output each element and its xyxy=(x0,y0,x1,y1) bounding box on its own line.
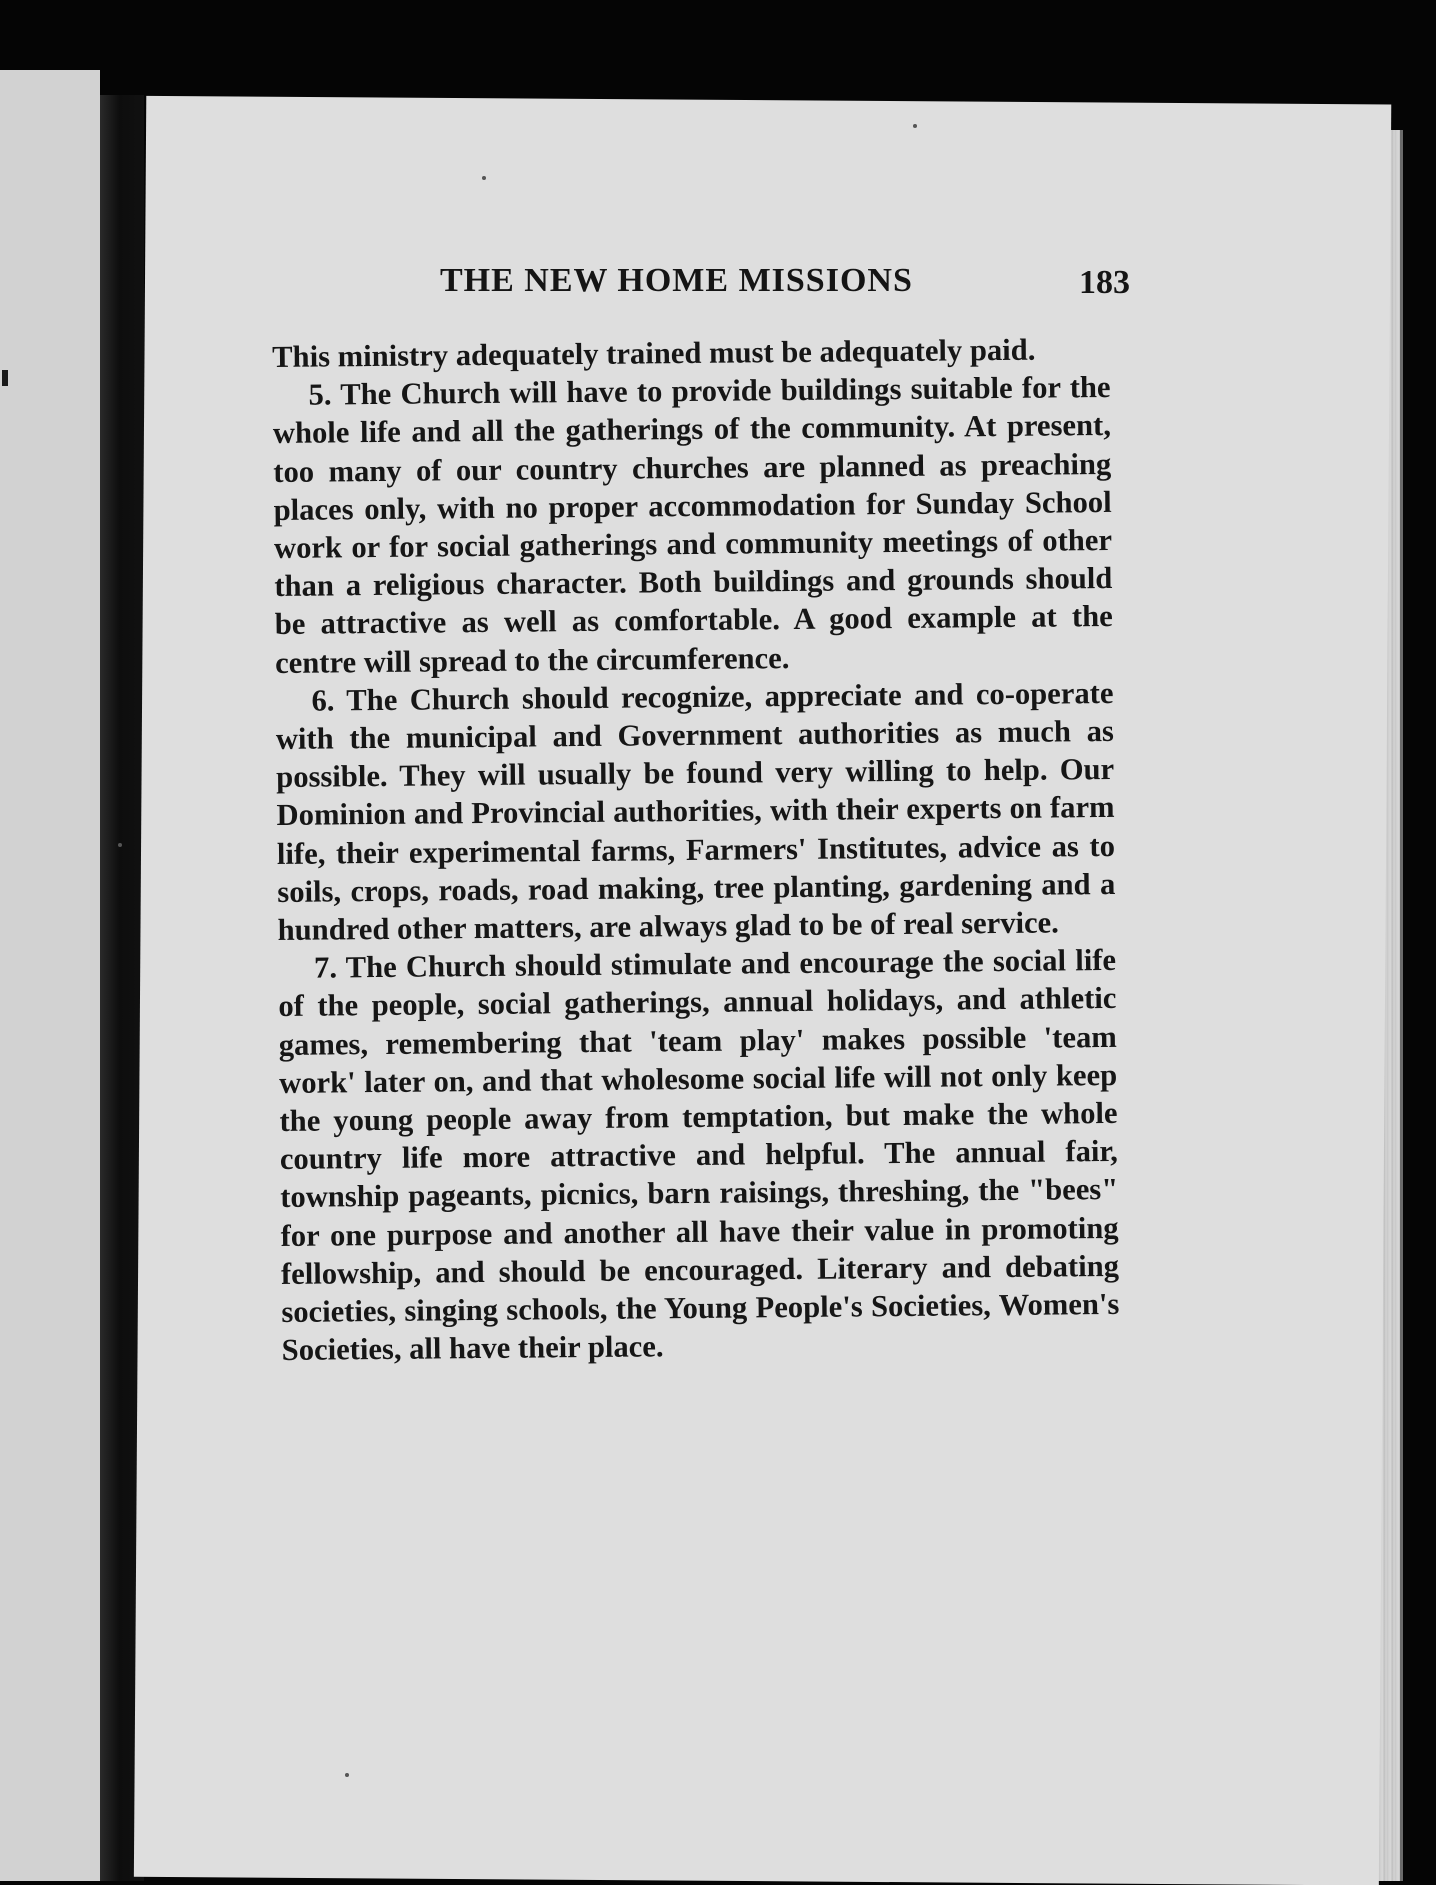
facing-page-edge xyxy=(0,70,100,1881)
paper-speck xyxy=(913,124,917,128)
page-header xyxy=(440,262,1130,312)
paragraph-continued: This ministry adequately trained must be adequately paid. xyxy=(272,332,1036,374)
paper-speck xyxy=(345,1773,349,1777)
paragraph-7: 7. The Church should stimulate and encourage the social life of the people, social gatherings, annual holidays, and athletic games, remembering that 'team play' makes possible 'team work' later on, and that wholesome social life will not only keep the young people away from temptation, but make the whole country life more attractive and helpful. The annual fair, township pageants, picnics, barn raisings, threshing, the "bees" for one purpose and another all have their value in promoting fellowship, and should be encouraged. Literary and debating societies, singing schools, the Young People's Societies, Women's Societies, all have their place. xyxy=(278,943,1120,1368)
paper-speck xyxy=(118,843,122,847)
facing-page-mark xyxy=(2,370,8,386)
paragraph-6: 6. The Church should recognize, appreciate and co-operate with the municipal and Government authorities as much as possible. They will usually be found very willing to help. Our Dominion and Provincial authorities, with their experts on farm life, their experimental farms, Farmers' Institutes, advice as to soils, crops, roads, road making, tree planting, gardening and a hundred other matters, are always glad to be of real service. xyxy=(275,675,1116,948)
paragraph-5: 5. The Church will have to provide buildings suitable for the whole life and all the gatherings of the community. At present, too many of our country churches are planned as preaching places only, with no proper accommodation for Sunday School work or for social gatherings and community meetings of other than a religious character. Both buildings and grounds should be attractive as well as comfortable. A good example at the centre will spread to the circumference. xyxy=(272,370,1113,680)
body-text xyxy=(272,330,1120,1369)
page-number: 183 xyxy=(1079,264,1130,301)
paper-speck xyxy=(482,176,486,180)
running-title: THE NEW HOME MISSIONS xyxy=(440,262,913,299)
